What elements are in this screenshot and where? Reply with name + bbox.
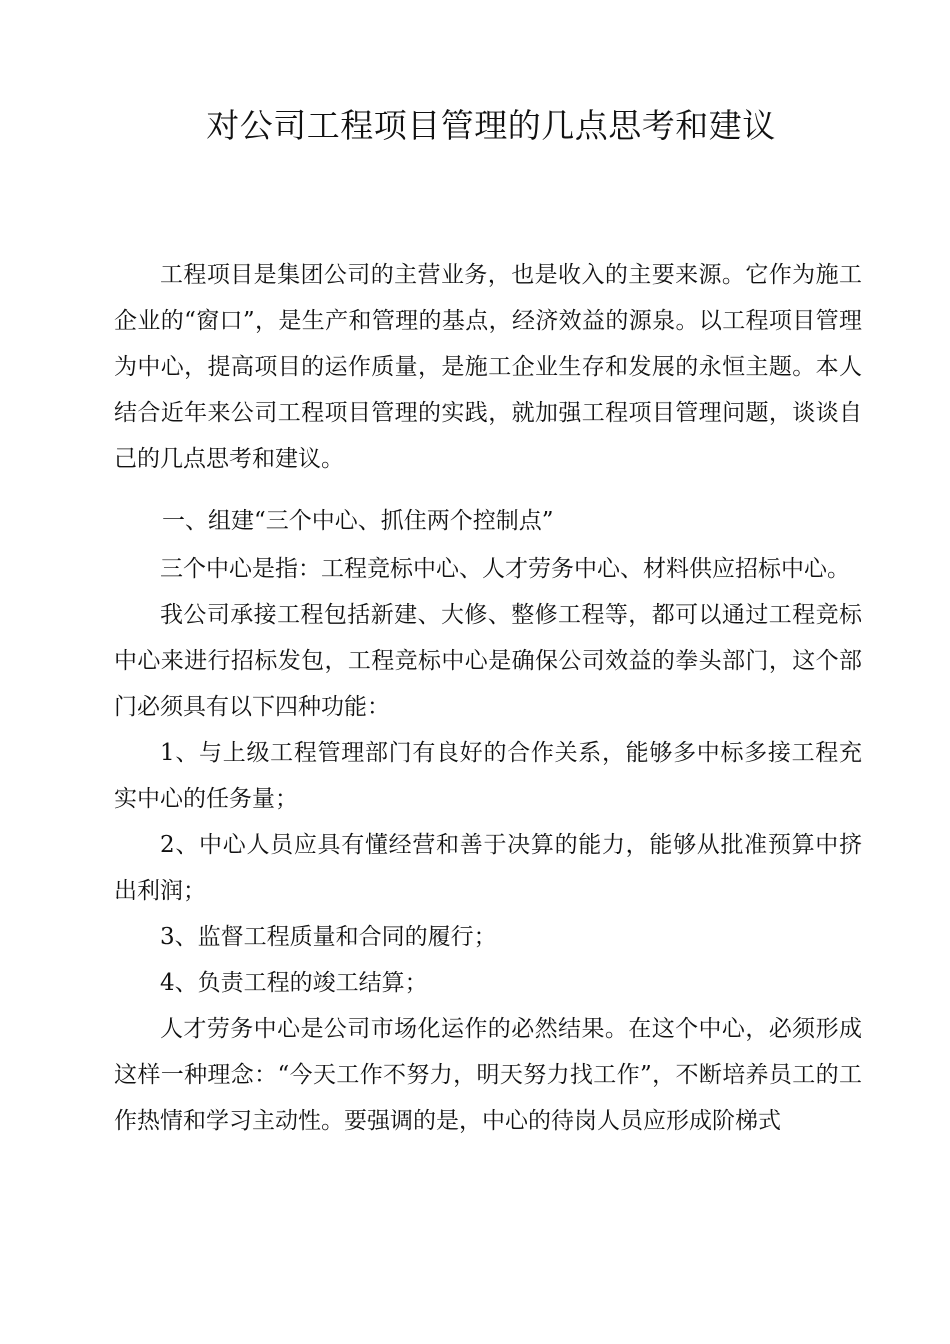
three-centers-paragraph: 三个中心是指：工程竞标中心、人才劳务中心、材料供应招标中心。 <box>160 556 850 582</box>
bidding-center-paragraph: 我公司承接工程包括新建、大修、整修工程等，都可以通过工程竞标中心来进行招标发包，工程竞标中心是确保公司效益的拳头部门，这个部门必须具有以下四种功能： <box>114 602 862 720</box>
talent-center-paragraph: 人才劳务中心是公司市场化运作的必然结果。在这个中心，必须形成这样一种理念：“今天工作不努力，明天努力找工作”，不断培养员工的工作热情和学习主动性。要强调的是，中心的待岗人员应形成阶梯式 <box>114 1016 862 1134</box>
section-heading-1: 一、组建“三个中心、抓住两个控制点” <box>162 508 554 534</box>
function-item-1: 1、与上级工程管理部门有良好的合作关系，能够多中标多接工程充实中心的任务量； <box>114 740 862 812</box>
function-item-4: 4、负责工程的竣工结算； <box>160 970 428 996</box>
document-title: 对公司工程项目管理的几点思考和建议 <box>206 106 776 145</box>
function-item-2: 2、中心人员应具有懂经营和善于决算的能力，能够从批准预算中挤出利润； <box>114 832 862 904</box>
document-body <box>114 252 862 1144</box>
paragraph-gap <box>114 482 862 498</box>
intro-paragraph: 工程项目是集团公司的主营业务，也是收入的主要来源。它作为施工企业的“窗口”，是生产和管理的基点，经济效益的源泉。以工程项目管理为中心，提高项目的运作质量，是施工企业生存和发展的永恒主题。本人结合近年来公司工程项目管理的实践，就加强工程项目管理问题，谈谈自己的几点思考和建议。 <box>114 262 862 472</box>
function-item-3: 3、监督工程质量和合同的履行； <box>160 924 497 950</box>
